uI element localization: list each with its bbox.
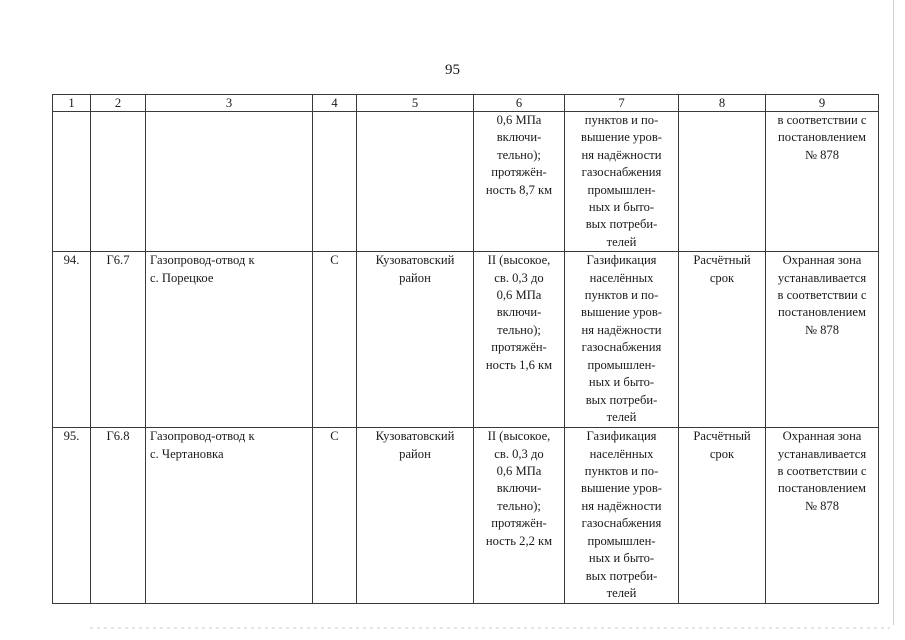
cell-purpose: пунктов и по- вышение уров- ня надёжности газоснабжения промышлен- ных и быто- вых потреби- телей xyxy=(565,112,679,252)
gas-pipeline-table xyxy=(52,94,879,604)
header-col-1: 1 xyxy=(53,95,91,112)
header-col-7: 7 xyxy=(565,95,679,112)
cell-district: Кузоватовский район xyxy=(357,252,474,428)
cell-purpose: Газификация населённых пунктов и по- вышение уров- ня надёжности газоснабжения промышлен- ных и быто- вых потреби- телей xyxy=(565,428,679,604)
cell-code: Г6.8 xyxy=(91,428,146,604)
cell-name: Газопровод-отвод к с. Порецкое xyxy=(146,252,313,428)
page-edge xyxy=(893,0,894,625)
cell-note: Охранная зона устанавливается в соответствии с постановлением № 878 xyxy=(766,252,879,428)
scan-artifact xyxy=(90,627,890,629)
cell-params: II (высокое, св. 0,3 до 0,6 МПа включи- тельно); протяжён- ность 1,6 км xyxy=(474,252,565,428)
cell-purpose: Газификация населённых пунктов и по- вышение уров- ня надёжности газоснабжения промышлен- ных и быто- вых потреби- телей xyxy=(565,252,679,428)
table-row xyxy=(53,252,879,428)
cell-code: Г6.7 xyxy=(91,252,146,428)
cell-num: 95. xyxy=(53,428,91,604)
cell-name: Газопровод-отвод к с. Чертановка xyxy=(146,428,313,604)
cell-params: II (высокое, св. 0,3 до 0,6 МПа включи- тельно); протяжён- ность 2,2 км xyxy=(474,428,565,604)
cell-name xyxy=(146,112,313,252)
cell-status: С xyxy=(313,252,357,428)
page-number: 95 xyxy=(445,62,460,78)
header-col-6: 6 xyxy=(474,95,565,112)
cell-code xyxy=(91,112,146,252)
header-col-5: 5 xyxy=(357,95,474,112)
cell-district: Кузоватовский район xyxy=(357,428,474,604)
header-col-4: 4 xyxy=(313,95,357,112)
cell-term: Расчётный срок xyxy=(679,428,766,604)
cell-district xyxy=(357,112,474,252)
header-col-2: 2 xyxy=(91,95,146,112)
cell-note: в соответствии с постановлением № 878 xyxy=(766,112,879,252)
table-header-row xyxy=(53,95,879,112)
header-col-3: 3 xyxy=(146,95,313,112)
cell-status xyxy=(313,112,357,252)
cell-num: 94. xyxy=(53,252,91,428)
cell-term xyxy=(679,112,766,252)
cell-term: Расчётный срок xyxy=(679,252,766,428)
table-row-continuation xyxy=(53,112,879,252)
cell-params: 0,6 МПа включи- тельно); протяжён- ность 8,7 км xyxy=(474,112,565,252)
header-col-9: 9 xyxy=(766,95,879,112)
cell-num xyxy=(53,112,91,252)
cell-note: Охранная зона устанавливается в соответствии с постановлением № 878 xyxy=(766,428,879,604)
header-col-8: 8 xyxy=(679,95,766,112)
cell-status: С xyxy=(313,428,357,604)
table-row xyxy=(53,428,879,604)
